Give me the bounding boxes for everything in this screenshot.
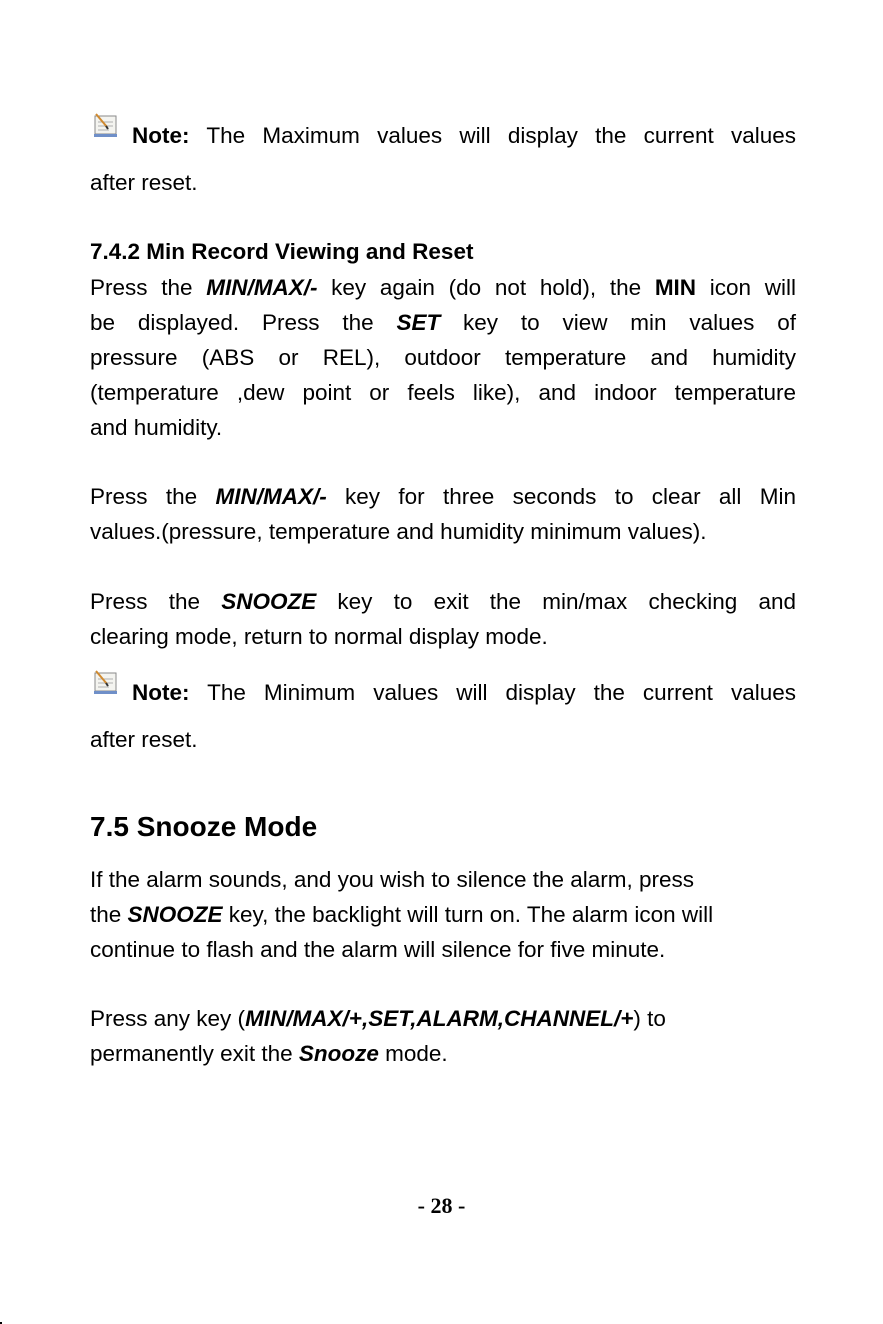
- paragraph-exit-snooze: Press any key (MIN/MAX/+,SET,ALARM,CHANNEL/+) to permanently exit the Snooze mode.: [90, 1006, 666, 1066]
- note-text: The Maximum values will display the current values: [189, 123, 796, 148]
- note-label: Note:: [132, 123, 190, 148]
- note-text: The Minimum values will display the current values: [189, 680, 796, 705]
- note-max-values: [90, 118, 796, 200]
- paragraph-snooze-exit: Press the SNOOZE key to exit the min/max checking and clearing mode, return to normal display mode.: [90, 589, 796, 649]
- note-label: Note:: [132, 680, 190, 705]
- paragraph-clear-min: Press the MIN/MAX/- key for three seconds to clear all Min values.(pressure, temperature and humidity minimum values).: [90, 484, 796, 544]
- key-snooze: SNOOZE: [221, 589, 317, 614]
- section-heading-7-4-2: 7.4.2 Min Record Viewing and Reset: [90, 239, 474, 264]
- keys-list: MIN/MAX/+,SET,ALARM,CHANNEL/+: [245, 1006, 634, 1031]
- page-number: - 28 -: [417, 1193, 466, 1218]
- note-text-cont: after reset.: [90, 170, 198, 195]
- key-snooze: SNOOZE: [127, 902, 223, 927]
- note-min-values: [90, 675, 796, 757]
- key-minmax: MIN/MAX/-: [206, 275, 318, 300]
- key-minmax: MIN/MAX/-: [215, 484, 327, 509]
- min-icon-label: MIN: [654, 275, 697, 300]
- paragraph-snooze-alarm: If the alarm sounds, and you wish to silence the alarm, press the SNOOZE key, the backlight will turn on. The alarm icon will continue to flash and the alarm will silence for five minute.: [90, 867, 714, 962]
- section-heading-7-5: 7.5 Snooze Mode: [90, 811, 318, 842]
- snooze-mode-label: Snooze: [298, 1041, 379, 1066]
- note-text-cont: after reset.: [90, 727, 198, 752]
- paragraph-min-view: Press the MIN/MAX/- key again (do not hold), the MIN icon will be displayed. Press the SET key to view min values of pressure (ABS or REL), outdoor temperature and humidity (temperature ,dew point or feels like), and indoor temperature and humidity.: [90, 275, 796, 440]
- key-set: SET: [396, 310, 441, 335]
